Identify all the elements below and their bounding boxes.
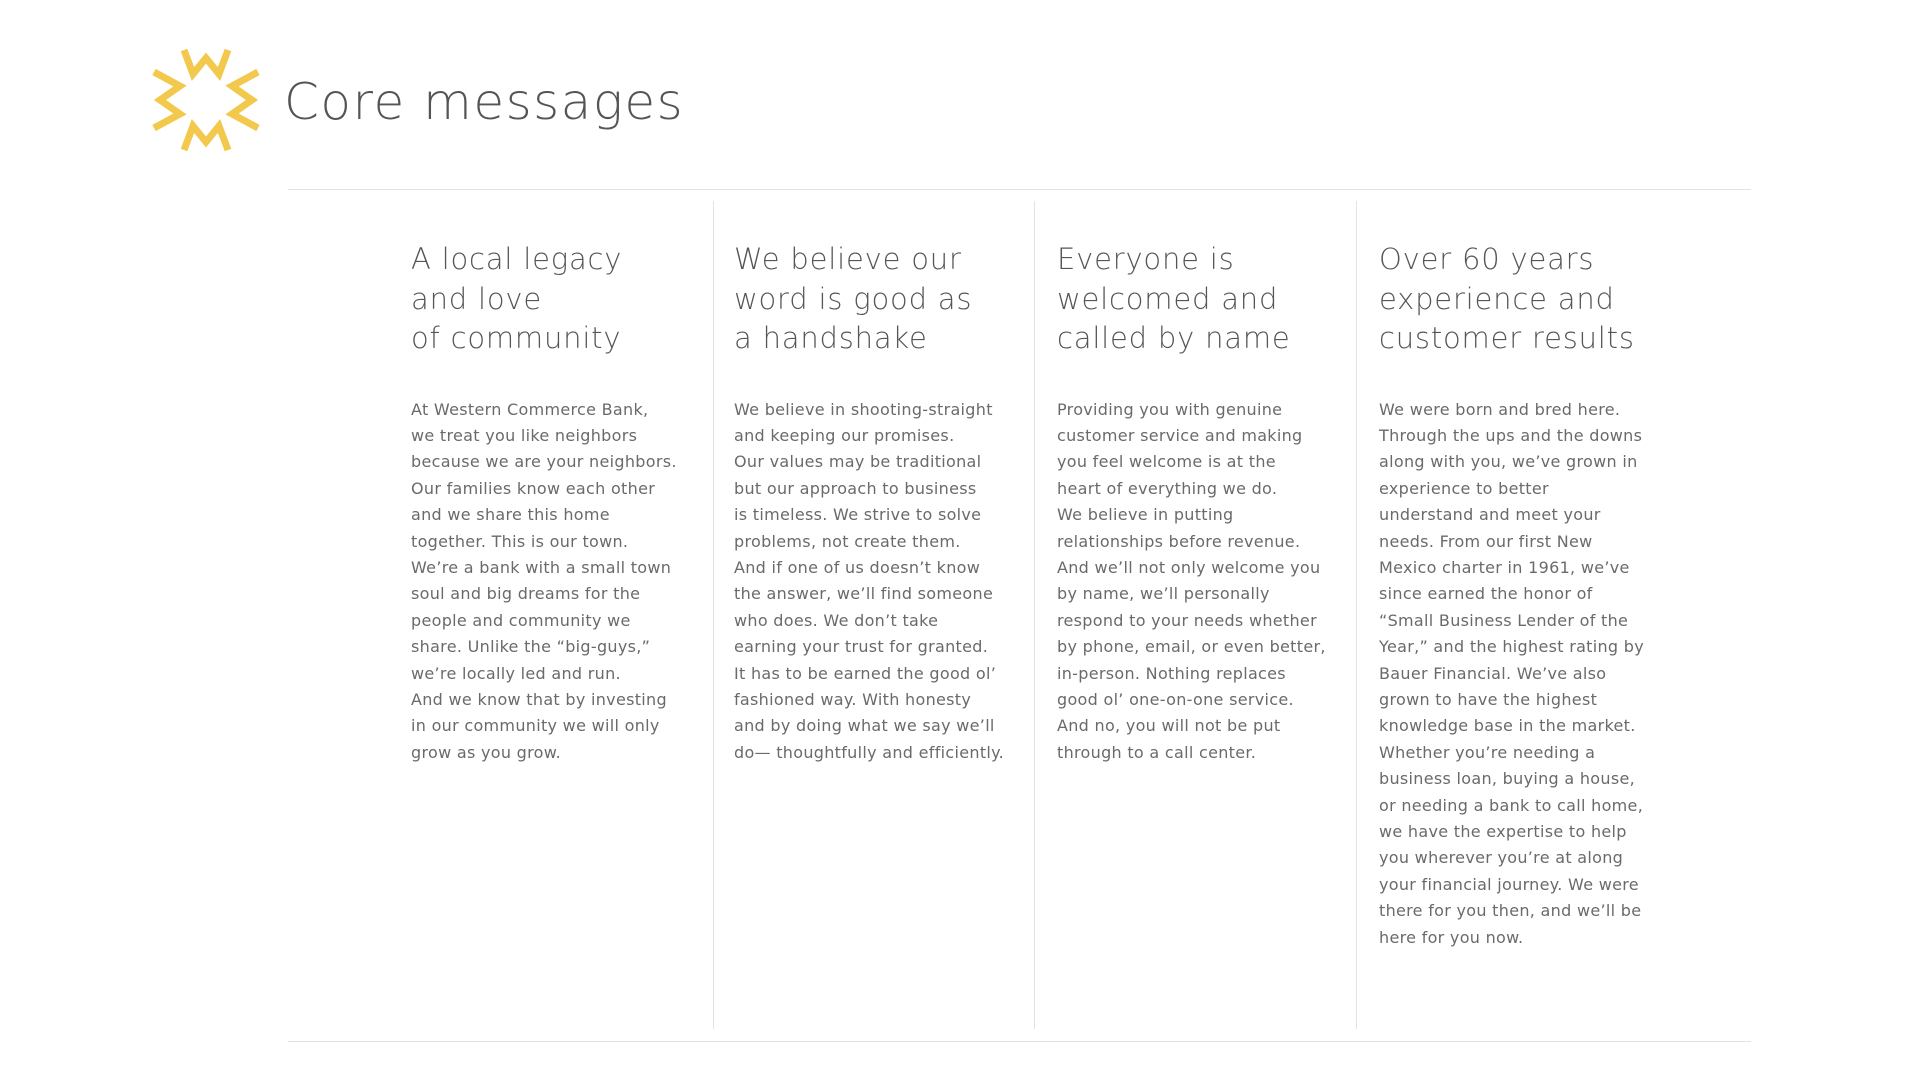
column-body: Providing you with genuine customer service and making you feel welcome is at the heart of everything we do. We believe in putting relationships before revenue. And we’ll not only welcome you by name, we’ll personally respond to your needs whether by phone, email, or even better, in-person. Nothing replaces good ol’ one-on-one service. And no, you will not be put through to a call center. (1057, 399, 1326, 762)
column-body: We were born and bred here. Through the ups and the downs along with you, we’ve grown in experience to better understand and meet your needs. From our first New Mexico charter in 1961, we’ve since earned the honor of “Small Business Lender of the Year,” and the highest rating by Bauer Financial. We’ve also grown to have the highest knowledge base in the market. Whether you’re needing a business loan, buying a house, or needing a bank to call home, we have the expertise to help you wherever you’re at along your financial journey. We were there for you then, and we’ll be here for you now. (1379, 399, 1644, 947)
page-title: Core messages (284, 73, 685, 131)
column-body: We believe in shooting-straight and keeping our promises. Our values may be traditional but our approach to business is timeless. We strive to solve problems, not create them. And if one of us doesn’t know the answer, we’ll find someone who does. We don’t take earning your trust for granted. It has to be earned the good ol’ fashioned way. With honesty and by doing what we say we’ll do— thoughtfully and efficiently. (734, 399, 1005, 762)
column-body: At Western Commerce Bank, we treat you like neighbors because we are your neighbors. Our families know each other and we share this home together. This is our town. We’re a bank with a small town soul and big dreams for the people and community we share. Unlike the “big-guys,” we’re locally led and run. And we know that by investing in our community we will only grow as you grow. (411, 399, 677, 762)
column-divider (1356, 201, 1357, 1029)
column-heading: Over 60 years experience and customer results (1379, 242, 1635, 355)
message-column-handshake (734, 240, 1014, 766)
top-divider (288, 189, 1751, 190)
message-column-local-legacy (411, 240, 691, 766)
column-divider (1034, 201, 1035, 1029)
message-column-welcomed (1057, 240, 1337, 766)
bottom-divider (288, 1041, 1751, 1042)
column-divider (713, 201, 714, 1029)
starburst-logo-icon (152, 46, 260, 154)
column-heading: A local legacy and love of community (411, 242, 623, 355)
message-column-experience (1379, 240, 1659, 951)
column-heading: Everyone is welcomed and called by name (1057, 242, 1291, 355)
column-heading: We believe our word is good as a handshake (734, 242, 973, 355)
